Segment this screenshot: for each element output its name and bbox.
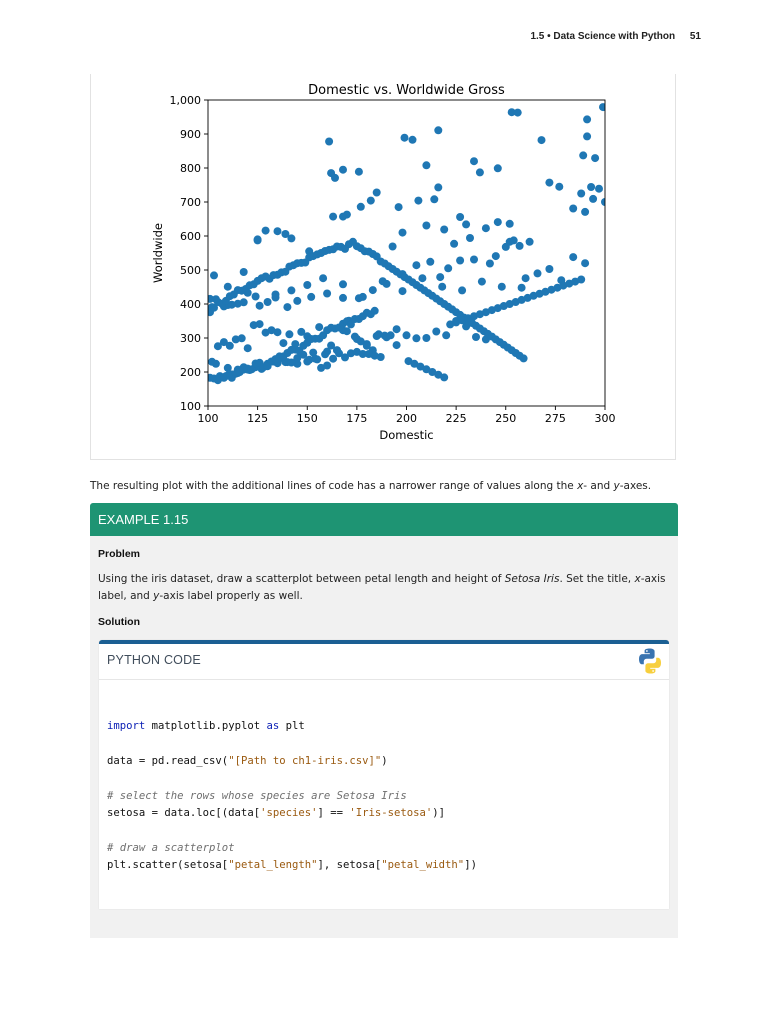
scatter-point: [583, 115, 591, 123]
body-text-part: - and: [583, 480, 614, 492]
running-head: [530, 31, 701, 42]
scatter-point: [569, 253, 577, 261]
scatter-point: [373, 189, 381, 197]
scatter-point: [353, 335, 361, 343]
scatter-point: [281, 230, 289, 238]
scatter-point: [458, 286, 466, 294]
code-text: plt.scatter(setosa[: [107, 859, 229, 872]
scatter-point: [409, 136, 417, 144]
page-number: 51: [689, 31, 701, 42]
problem-text-italic: Setosa Iris: [504, 573, 560, 585]
scatter-point: [319, 274, 327, 282]
body-text-part: The resulting plot with the additional lines of code has a narrower range of values along the: [90, 480, 578, 492]
code-string: 'Iris-setosa': [349, 807, 433, 820]
x-tick-label: 150: [296, 412, 318, 425]
scatter-point: [579, 151, 587, 159]
y-tick-label: 500: [180, 264, 201, 277]
code-text: matplotlib.pyplot: [145, 720, 267, 732]
scatter-point: [325, 138, 333, 146]
scatter-point: [476, 168, 484, 176]
body-text-italic: y: [613, 480, 620, 492]
problem-text-italic: y: [153, 590, 160, 602]
scatter-point: [414, 197, 422, 205]
scatter-point: [462, 220, 470, 228]
scatter-point: [363, 342, 371, 350]
scatter-point: [359, 293, 367, 301]
scatter-point: [422, 161, 430, 169]
code-block: [107, 718, 477, 875]
scatter-point: [393, 325, 401, 333]
scatter-point: [555, 183, 563, 191]
scatter-point: [329, 213, 337, 221]
scatter-point: [534, 269, 542, 277]
python-logo-icon: [635, 646, 665, 676]
body-paragraph: [90, 479, 680, 494]
scatter-point: [339, 166, 347, 174]
scatter-point: [422, 334, 430, 342]
problem-text: [98, 571, 670, 605]
code-text: setosa = data.loc[(data[: [107, 807, 261, 820]
scatter-point: [434, 126, 442, 134]
scatter-point: [339, 213, 347, 221]
scatter-point: [403, 331, 411, 339]
scatter-point: [577, 276, 585, 284]
scatter-point: [472, 333, 480, 341]
x-tick-label: 300: [594, 412, 616, 425]
scatter-point: [440, 226, 448, 234]
code-text: ): [381, 754, 388, 767]
scatter-point: [518, 284, 526, 292]
y-tick-label: 800: [180, 162, 201, 175]
scatter-point: [238, 334, 246, 342]
scatter-point: [367, 197, 375, 205]
scatter-point: [393, 341, 401, 349]
scatter-point: [377, 353, 385, 361]
scatter-point: [371, 307, 379, 315]
scatter-point: [492, 252, 500, 260]
scatter-point: [252, 293, 260, 301]
scatter-point: [323, 290, 331, 298]
scatter-point: [226, 342, 234, 350]
scatter-point: [438, 283, 446, 291]
x-tick-label: 250: [495, 412, 517, 425]
scatter-point: [482, 224, 490, 232]
code-text: ]): [464, 859, 477, 872]
x-tick-label: 125: [247, 412, 269, 425]
scatter-point: [383, 333, 391, 341]
x-tick-label: 175: [346, 412, 368, 425]
scatter-point: [339, 294, 347, 302]
scatter-chart: [130, 76, 616, 448]
scatter-point: [522, 274, 530, 282]
scatter-point: [569, 205, 577, 213]
scatter-point: [456, 213, 464, 221]
scatter-point: [587, 183, 595, 191]
scatter-point: [538, 136, 546, 144]
scatter-point: [244, 344, 252, 352]
code-title: PYTHON CODE: [107, 653, 201, 667]
scatter-point: [581, 208, 589, 216]
x-tick-label: 275: [544, 412, 566, 425]
code-string: 'species': [260, 807, 318, 820]
scatter-point: [545, 179, 553, 187]
y-tick-label: 400: [180, 298, 201, 311]
scatter-point: [373, 332, 381, 340]
code-comment: # select the rows whose species are Setosa Iris: [107, 789, 407, 802]
scatter-point: [466, 234, 474, 242]
scatter-point: [442, 331, 450, 339]
scatter-point: [599, 103, 607, 111]
scatter-point: [440, 373, 448, 381]
scatter-point: [287, 286, 295, 294]
code-string: "petal_width": [381, 859, 465, 872]
scatter-point: [272, 294, 280, 302]
scatter-point: [470, 157, 478, 165]
scatter-point: [506, 220, 514, 228]
scatter-point: [545, 265, 553, 273]
scatter-point: [379, 277, 387, 285]
scatter-point: [240, 268, 248, 276]
code-string: "petal_length": [228, 859, 318, 872]
x-tick-label: 225: [445, 412, 467, 425]
code-keyword: as: [266, 720, 280, 732]
scatter-point: [498, 283, 506, 291]
scatter-point: [327, 169, 335, 177]
scatter-point: [432, 328, 440, 336]
example-box: [90, 503, 678, 938]
scatter-point: [436, 273, 444, 281]
scatter-point: [293, 297, 301, 305]
scatter-points: [206, 103, 609, 384]
scatter-point: [516, 242, 524, 250]
scatter-point: [274, 227, 282, 235]
scatter-point: [311, 355, 319, 363]
scatter-point: [589, 195, 597, 203]
scatter-point: [401, 134, 409, 142]
problem-text-part: . Set the title,: [559, 573, 635, 585]
scatter-point: [315, 323, 323, 331]
scatter-point: [212, 360, 220, 368]
code-keyword: import: [107, 720, 146, 732]
code-comment: # draw a scatterplot: [107, 841, 235, 854]
scatter-point: [583, 132, 591, 140]
scatter-point: [577, 190, 585, 198]
scatter-point: [264, 298, 272, 306]
scatter-point: [262, 227, 270, 235]
problem-text-part: Using the iris dataset, draw a scatterplot between petal length and height of: [98, 573, 505, 585]
scatter-point: [256, 320, 264, 328]
scatter-point: [470, 256, 478, 264]
code-text: ], setosa[: [317, 859, 382, 872]
scatter-point: [389, 243, 397, 251]
scatter-point: [339, 280, 347, 288]
scatter-point: [210, 271, 218, 279]
scatter-point: [343, 327, 351, 335]
scatter-point: [399, 229, 407, 237]
scatter-point: [422, 222, 430, 230]
scatter-point: [283, 303, 291, 311]
scatter-point: [430, 195, 438, 203]
scatter-point: [256, 302, 264, 310]
scatter-point: [369, 286, 377, 294]
code-text: plt: [279, 720, 305, 732]
scatter-point: [274, 328, 282, 336]
code-text: )]: [432, 807, 446, 820]
problem-text-part: -axis label, and: [98, 573, 666, 602]
chart-title: Domestic vs. Worldwide Gross: [308, 83, 505, 98]
scatter-point: [224, 283, 232, 291]
scatter-point: [399, 287, 407, 295]
scatter-point: [595, 185, 603, 193]
y-tick-label: 100: [180, 400, 201, 413]
y-axis-label: Worldwide: [151, 223, 165, 283]
scatter-point: [303, 281, 311, 289]
x-axis-label: Domestic: [379, 428, 434, 442]
running-head-section: 1.5 • Data Science with Python: [530, 31, 676, 42]
scatter-point: [323, 362, 331, 370]
y-tick-label: 200: [180, 366, 201, 379]
scatter-point: [444, 264, 452, 272]
scatter-point: [279, 339, 287, 347]
code-card: [99, 640, 669, 909]
scatter-point: [412, 334, 420, 342]
x-tick-label: 100: [197, 412, 219, 425]
scatter-point: [581, 259, 589, 267]
code-text: data = pd.read_csv(: [107, 754, 229, 767]
y-tick-label: 1,000: [169, 94, 201, 107]
scatter-point: [494, 218, 502, 226]
scatter-point: [285, 330, 293, 338]
scatter-point: [450, 240, 458, 248]
scatter-point: [307, 293, 315, 301]
scatter-point: [478, 278, 486, 286]
y-tick-label: 700: [180, 196, 201, 209]
y-tick-label: 600: [180, 230, 201, 243]
y-tick-label: 900: [180, 128, 201, 141]
code-header: [99, 644, 669, 680]
scatter-point: [357, 203, 365, 211]
scatter-point: [412, 261, 420, 269]
scatter-point: [323, 348, 331, 356]
scatter-point: [486, 260, 494, 268]
y-tick-label: 300: [180, 332, 201, 345]
scatter-point: [520, 354, 528, 362]
code-string: "[Path to ch1-iris.csv]": [228, 754, 382, 767]
scatter-point: [514, 109, 522, 117]
problem-label: Problem: [98, 548, 141, 560]
problem-text-italic: x: [634, 573, 641, 585]
scatter-point: [254, 235, 262, 243]
x-tick-label: 200: [396, 412, 417, 425]
example-header: EXAMPLE 1.15: [90, 503, 678, 536]
body-text-part: -axes.: [619, 480, 652, 492]
problem-text-part: -axis label properly as well.: [159, 590, 303, 602]
scatter-point: [434, 183, 442, 191]
scatter-point: [426, 258, 434, 266]
scatter-point: [591, 154, 599, 162]
scatter-point: [395, 203, 403, 211]
solution-label: Solution: [98, 616, 140, 628]
scatter-point: [502, 243, 510, 251]
scatter-point: [456, 257, 464, 265]
scatter-point: [526, 238, 534, 246]
scatter-point: [418, 274, 426, 282]
scatter-point: [240, 298, 248, 306]
scatter-point: [494, 164, 502, 172]
scatter-point: [355, 168, 363, 176]
scatter-point: [329, 355, 337, 363]
code-text: ] ==: [317, 807, 350, 820]
body-text-italic: x: [577, 480, 584, 492]
